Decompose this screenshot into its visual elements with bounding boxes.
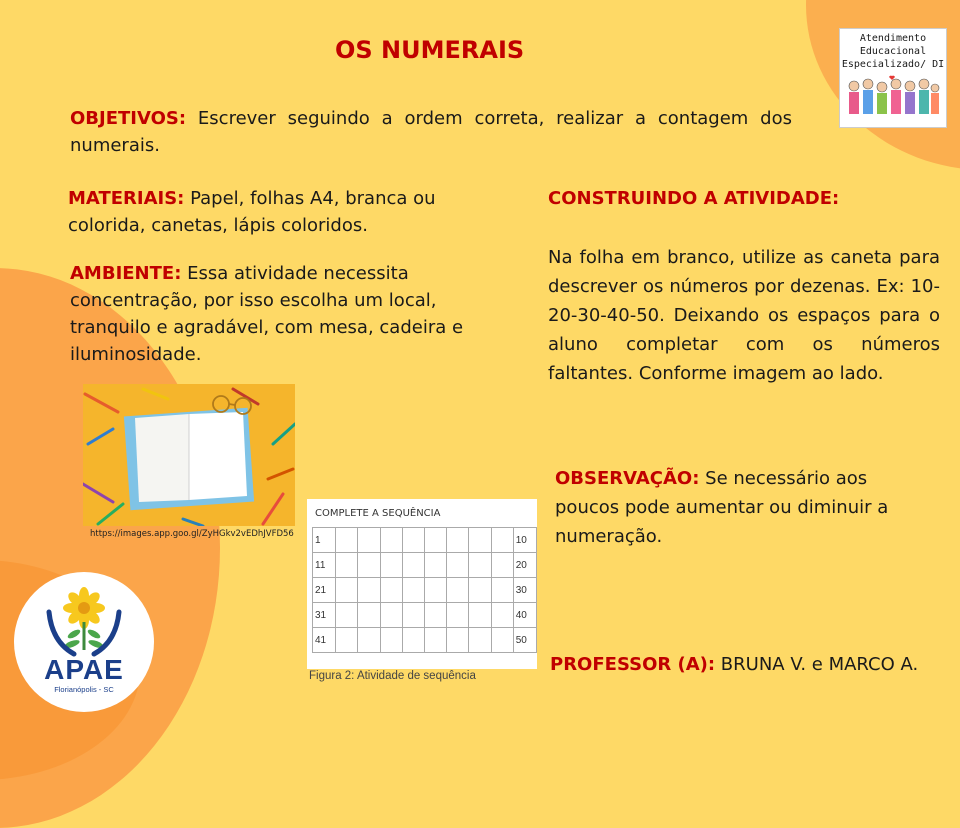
grid-cell-blank xyxy=(491,603,513,628)
grid-row xyxy=(313,553,537,578)
grid-row xyxy=(313,603,537,628)
grid-cell-blank xyxy=(491,553,513,578)
objetivos-section xyxy=(70,105,792,159)
grid-cell-blank xyxy=(424,553,446,578)
grid-cell-blank xyxy=(402,603,424,628)
grid-cell-blank xyxy=(380,578,402,603)
observacao-section xyxy=(555,464,925,551)
grid-cell-start: 21 xyxy=(313,578,336,603)
grid-cell-blank xyxy=(424,628,446,653)
figure-caption: Figura 2: Atividade de sequência xyxy=(309,670,476,682)
grid-cell-blank xyxy=(447,603,469,628)
grid-cell-end: 30 xyxy=(513,578,536,603)
grid-cell-blank xyxy=(336,578,358,603)
grid-row xyxy=(313,528,537,553)
grid-cell-blank xyxy=(491,528,513,553)
apae-logo xyxy=(14,572,154,712)
professor-section xyxy=(550,654,918,675)
grid-cell-blank xyxy=(447,578,469,603)
grid-cell-blank xyxy=(380,553,402,578)
grid-cell-end: 20 xyxy=(513,553,536,578)
grid-cell-blank xyxy=(469,528,491,553)
flower-hands-icon xyxy=(14,572,154,662)
worksheet-title: COMPLETE A SEQUÊNCIA xyxy=(315,508,441,519)
grid-cell-blank xyxy=(358,628,380,653)
grid-cell-blank xyxy=(402,628,424,653)
professor-label: PROFESSOR (A): xyxy=(550,654,716,675)
grid-cell-blank xyxy=(380,603,402,628)
grid-cell-end: 50 xyxy=(513,628,536,653)
professor-text: BRUNA V. e MARCO A. xyxy=(715,654,919,675)
ambiente-text: Essa atividade necessita concentração, por isso escolha um local, tranquilo e agradável, com mesa, cadeira e iluminosidade. xyxy=(70,263,464,365)
badge-line-3: Especializado/ DI xyxy=(841,59,945,70)
sequence-worksheet xyxy=(307,499,537,669)
grid-cell-blank xyxy=(424,578,446,603)
observacao-label: OBSERVAÇÃO: xyxy=(555,468,700,489)
grid-cell-blank xyxy=(358,578,380,603)
grid-cell-blank xyxy=(336,628,358,653)
grid-cell-blank xyxy=(358,528,380,553)
grid-row xyxy=(313,628,537,653)
construindo-label: CONSTRUINDO A ATIVIDADE: xyxy=(548,188,840,209)
image-source-url: https://images.app.goo.gl/ZyHGkv2vEDhJVFD56 xyxy=(90,529,294,539)
children-illustration-icon xyxy=(846,74,940,122)
grid-cell-blank xyxy=(469,553,491,578)
grid-cell-end: 40 xyxy=(513,603,536,628)
grid-row xyxy=(313,578,537,603)
badge-line-1: Atendimento xyxy=(859,33,927,44)
grid-cell-blank xyxy=(358,603,380,628)
grid-cell-blank xyxy=(469,578,491,603)
sequence-grid xyxy=(312,527,537,653)
objetivos-text: Escrever seguindo a ordem correta, realizar a contagem dos numerais. xyxy=(70,108,792,156)
ambiente-label: AMBIENTE: xyxy=(70,263,182,284)
materiais-section xyxy=(68,185,468,239)
objetivos-label: OBJETIVOS: xyxy=(70,108,187,129)
materiais-text: Papel, folhas A4, branca ou colorida, canetas, lápis coloridos. xyxy=(68,188,436,236)
grid-cell-blank xyxy=(491,578,513,603)
grid-cell-blank xyxy=(402,553,424,578)
grid-cell-start: 11 xyxy=(313,553,336,578)
logo-name: APAE xyxy=(44,654,124,685)
grid-cell-blank xyxy=(336,553,358,578)
grid-cell-blank xyxy=(447,628,469,653)
grid-cell-blank xyxy=(380,528,402,553)
grid-cell-start: 31 xyxy=(313,603,336,628)
notebook-photo xyxy=(83,384,295,526)
grid-cell-blank xyxy=(447,528,469,553)
grid-cell-end: 10 xyxy=(513,528,536,553)
observacao-text: Se necessário aos poucos pode aumentar ou diminuir a numeração. xyxy=(555,468,889,547)
grid-cell-blank xyxy=(447,553,469,578)
grid-cell-blank xyxy=(469,603,491,628)
grid-cell-start: 41 xyxy=(313,628,336,653)
materiais-label: MATERIAIS: xyxy=(68,188,185,209)
badge-line-2: Educacional xyxy=(859,46,927,57)
open-notebook-image xyxy=(83,384,295,526)
grid-cell-blank xyxy=(469,628,491,653)
grid-cell-blank xyxy=(424,603,446,628)
grid-cell-blank xyxy=(402,578,424,603)
page-title: OS NUMERAIS xyxy=(335,36,525,64)
aee-badge xyxy=(839,28,947,128)
grid-cell-blank xyxy=(491,628,513,653)
construindo-text: Na folha em branco, utilize as caneta para descrever os números por dezenas. Ex: 10-20-30-40-50. Deixando os espaços para o aluno completar com os números faltantes. Conforme imagem ao lado. xyxy=(548,247,940,384)
grid-cell-blank xyxy=(380,628,402,653)
grid-cell-blank xyxy=(424,528,446,553)
grid-cell-start: 1 xyxy=(313,528,336,553)
logo-city: Florianópolis - SC xyxy=(54,685,114,694)
grid-cell-blank xyxy=(402,528,424,553)
ambiente-section xyxy=(70,260,490,368)
grid-cell-blank xyxy=(336,528,358,553)
grid-cell-blank xyxy=(336,603,358,628)
grid-cell-blank xyxy=(358,553,380,578)
